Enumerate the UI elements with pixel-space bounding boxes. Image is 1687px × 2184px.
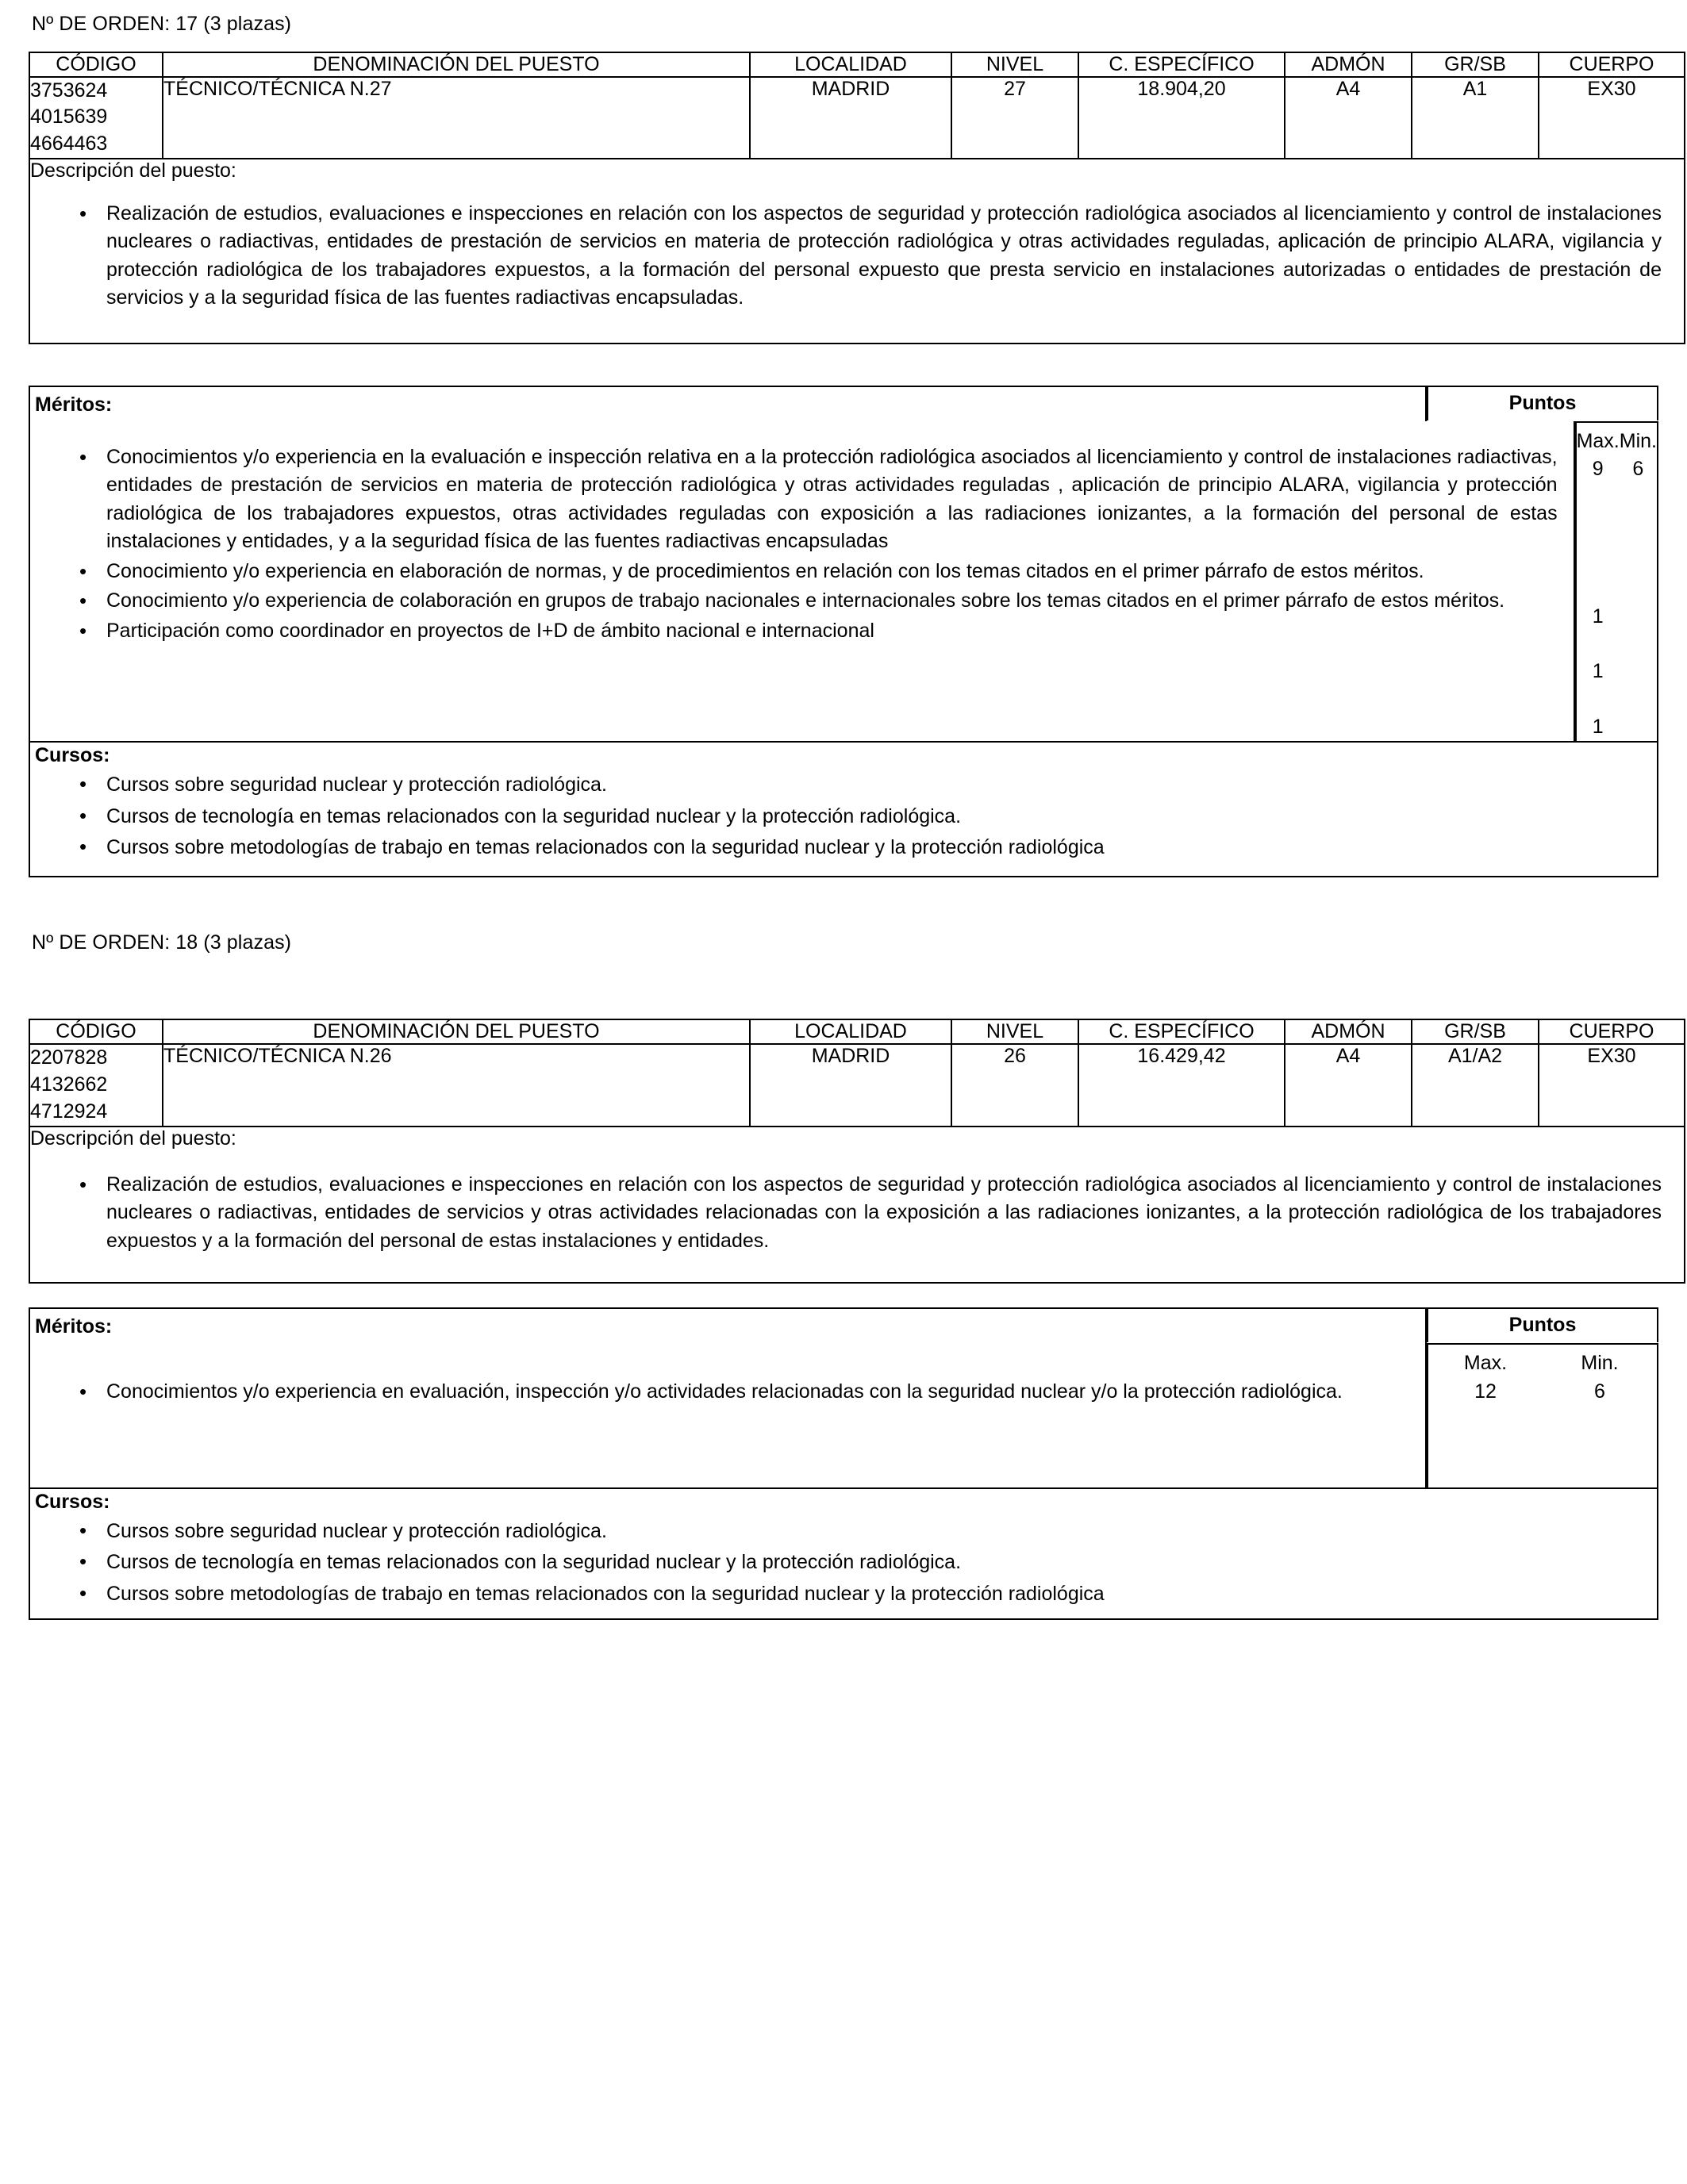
merits-list-cell	[29, 421, 1575, 742]
description-label-row	[29, 159, 1685, 182]
list-item: • Cursos sobre metodologías de trabajo en temas relacionados con la seguridad nuclear y la protección radiológica	[106, 1579, 1635, 1610]
cell-localidad: MADRID	[750, 77, 951, 159]
description-body	[30, 1150, 1684, 1283]
puntos-max-label: Max.	[1463, 1352, 1508, 1374]
cell-denominacion: TÉCNICO/TÉCNICA N.26	[163, 1044, 750, 1126]
puntos-min-column	[1543, 1349, 1657, 1487]
cell-grsb: A1	[1412, 77, 1539, 159]
cell-codigo	[29, 77, 163, 159]
cell-nivel: 27	[951, 77, 1078, 159]
merit-max-value: 1	[1592, 660, 1604, 683]
puntos-min-label: Min.	[1619, 429, 1657, 452]
merits-section	[29, 386, 1658, 877]
merit-min-value: 6	[1594, 1380, 1605, 1403]
job-entry-18	[29, 930, 1662, 1620]
position-table	[29, 1019, 1685, 1284]
merit-min-value: 6	[1632, 458, 1644, 481]
column-header-localidad: LOCALIDAD	[750, 1019, 951, 1044]
job-entry-17	[29, 11, 1662, 877]
merits-label-cell	[29, 386, 1427, 421]
merits-label: Méritos:	[35, 393, 113, 416]
description-list	[30, 1171, 1684, 1256]
cursos-label: Cursos:	[35, 744, 110, 767]
code-value: 4132662	[30, 1073, 108, 1096]
merit-max-value: 1	[1592, 605, 1604, 628]
cell-nivel: 26	[951, 1044, 1078, 1126]
merits-list-cell	[29, 1343, 1427, 1487]
description-body	[30, 182, 1684, 343]
list-item: • Realización de estudios, evaluaciones e inspecciones en relación con los aspectos de seguridad y protección radiológica asociados al licenciamiento y control de instalaciones nucleares o radiactivas, entidades de servicios y otras actividades relacionadas con la exposición a las radiaciones ionizantes, a la protección radiológica de los trabajadores expuestos y a la formación del personal de estas instalaciones y entidades.	[106, 1171, 1662, 1256]
column-header-admon: ADMÓN	[1285, 52, 1412, 77]
description-list	[30, 200, 1684, 313]
description-label: Descripción del puesto:	[29, 159, 1685, 182]
puntos-values	[1427, 1343, 1658, 1487]
puntos-min-label: Min.	[1581, 1352, 1619, 1374]
puntos-box	[1427, 386, 1658, 421]
list-item: • Cursos de tecnología en temas relacionados con la seguridad nuclear y la protección radiológica.	[106, 802, 1635, 832]
puntos-header: Puntos	[1427, 1307, 1658, 1342]
description-body-row	[29, 182, 1685, 344]
column-header-nivel: NIVEL	[951, 52, 1078, 77]
cursos-list	[30, 770, 1657, 876]
list-item: • Cursos sobre metodologías de trabajo en temas relacionados con la seguridad nuclear y la protección radiológica	[106, 833, 1635, 863]
code-value: 4015639	[30, 106, 108, 129]
cell-codigo	[29, 1044, 163, 1126]
code-value: 4664463	[30, 132, 108, 155]
table-header-row	[29, 1019, 1685, 1044]
cell-especifico: 18.904,20	[1078, 77, 1285, 159]
merit-max-value: 9	[1592, 458, 1604, 481]
column-header-grsb: GR/SB	[1412, 52, 1539, 77]
cell-grsb: A1/A2	[1412, 1044, 1539, 1126]
cursos-section	[29, 1487, 1658, 1621]
code-value: 3753624	[30, 79, 108, 102]
table-header-row	[29, 52, 1685, 77]
puntos-max-column	[1577, 428, 1620, 742]
cell-cuerpo: EX30	[1539, 1044, 1685, 1126]
cell-localidad: MADRID	[750, 1044, 951, 1126]
cell-cuerpo: EX30	[1539, 77, 1685, 159]
merits-label-cell	[29, 1307, 1427, 1343]
column-header-codigo: CÓDIGO	[29, 52, 163, 77]
column-header-cuerpo: CUERPO	[1539, 1019, 1685, 1044]
order-title: Nº DE ORDEN: 17 (3 plazas)	[32, 13, 292, 35]
list-item: • Cursos sobre seguridad nuclear y protección radiológica.	[106, 770, 1635, 800]
position-table	[29, 52, 1685, 344]
order-title: Nº DE ORDEN: 18 (3 plazas)	[32, 931, 292, 954]
description-label-row	[29, 1127, 1685, 1150]
column-header-nivel: NIVEL	[951, 1019, 1078, 1044]
list-item: • Realización de estudios, evaluaciones e inspecciones en relación con los aspectos de seguridad y protección radiológica asociados al licenciamiento y control de instalaciones nucleares o radiactivas, entidades de prestación de servicios en materia de protección radiológica y otras actividades reguladas, aplicación de principio ALARA, vigilancia y protección radiológica de los trabajadores expuestos, a la formación del personal expuesto que presta servicio en instalaciones autorizadas o entidades de prestación de servicios y a la seguridad física de las fuentes radiactivas encapsuladas.	[106, 200, 1662, 313]
puntos-header: Puntos	[1427, 386, 1658, 420]
cell-especifico: 16.429,42	[1078, 1044, 1285, 1126]
spacer	[1577, 686, 1620, 713]
table-row	[29, 77, 1685, 159]
column-header-especifico: C. ESPECÍFICO	[1078, 52, 1285, 77]
cursos-label: Cursos:	[35, 1490, 110, 1513]
column-header-cuerpo: CUERPO	[1539, 52, 1685, 77]
column-header-especifico: C. ESPECÍFICO	[1078, 1019, 1285, 1044]
puntos-box	[1427, 1307, 1658, 1343]
cursos-list	[30, 1517, 1657, 1619]
list-item: • Cursos sobre seguridad nuclear y protección radiológica.	[106, 1517, 1635, 1547]
merit-item: • Conocimientos y/o experiencia en la evaluación e inspección relativa en a la protección radiológica asociados al licenciamiento y control de instalaciones radiactivas, entidades de prestación de servicios en materia de protección radiológica y otras actividades reguladas , aplicación de principio ALARA, vigilancia y protección radiológica de los trabajadores expuestos, otras actividades reguladas con exposición a las radiaciones ionizantes, a la formación del personal de estas instalaciones y entidades, y a la seguridad física de las fuentes radiactivas encapsuladas	[30, 443, 1574, 556]
cursos-section	[29, 741, 1658, 877]
cell-admon: A4	[1285, 77, 1412, 159]
entry-gap	[29, 877, 1658, 930]
description-body-row	[29, 1150, 1685, 1284]
description-label: Descripción del puesto:	[29, 1127, 1685, 1150]
puntos-values	[1575, 421, 1658, 742]
section-spacer	[29, 1284, 1658, 1307]
column-header-codigo: CÓDIGO	[29, 1019, 163, 1044]
merit-item: • Conocimiento y/o experiencia de colaboración en grupos de trabajo nacionales e internacionales sobre los temas citados en el primer párrafo de estos méritos.	[30, 587, 1574, 616]
merit-item: • Conocimientos y/o experiencia en evaluación, inspección y/o actividades relacionadas con la seguridad nuclear y/o la protección radiológica.	[30, 1378, 1425, 1407]
puntos-max-label: Max.	[1576, 429, 1620, 452]
merits-label: Méritos:	[35, 1315, 113, 1338]
spacer	[1577, 631, 1620, 658]
merits-section	[29, 1307, 1658, 1620]
code-value: 4712924	[30, 1100, 108, 1123]
merit-item: • Participación como coordinador en proyectos de I+D de ámbito nacional e internacional	[30, 617, 1574, 646]
section-spacer	[29, 344, 1658, 386]
puntos-max-column	[1428, 1349, 1543, 1487]
column-header-grsb: GR/SB	[1412, 1019, 1539, 1044]
merit-max-value: 12	[1474, 1380, 1497, 1403]
column-header-localidad: LOCALIDAD	[750, 52, 951, 77]
table-row	[29, 1044, 1685, 1126]
cell-admon: A4	[1285, 1044, 1412, 1126]
cell-denominacion: TÉCNICO/TÉCNICA N.27	[163, 77, 750, 159]
spacer	[1577, 484, 1620, 603]
column-header-admon: ADMÓN	[1285, 1019, 1412, 1044]
merit-max-value: 1	[1592, 715, 1604, 738]
column-header-denominacion: DENOMINACIÓN DEL PUESTO	[163, 1019, 750, 1044]
puntos-min-column	[1620, 428, 1657, 742]
code-value: 2207828	[30, 1046, 108, 1069]
list-item: • Cursos de tecnología en temas relacionados con la seguridad nuclear y la protección radiológica.	[106, 1548, 1635, 1578]
column-header-denominacion: DENOMINACIÓN DEL PUESTO	[163, 52, 750, 77]
merit-item: • Conocimiento y/o experiencia en elaboración de normas, y de procedimientos en relación con los temas citados en el primer párrafo de estos méritos.	[30, 558, 1574, 586]
